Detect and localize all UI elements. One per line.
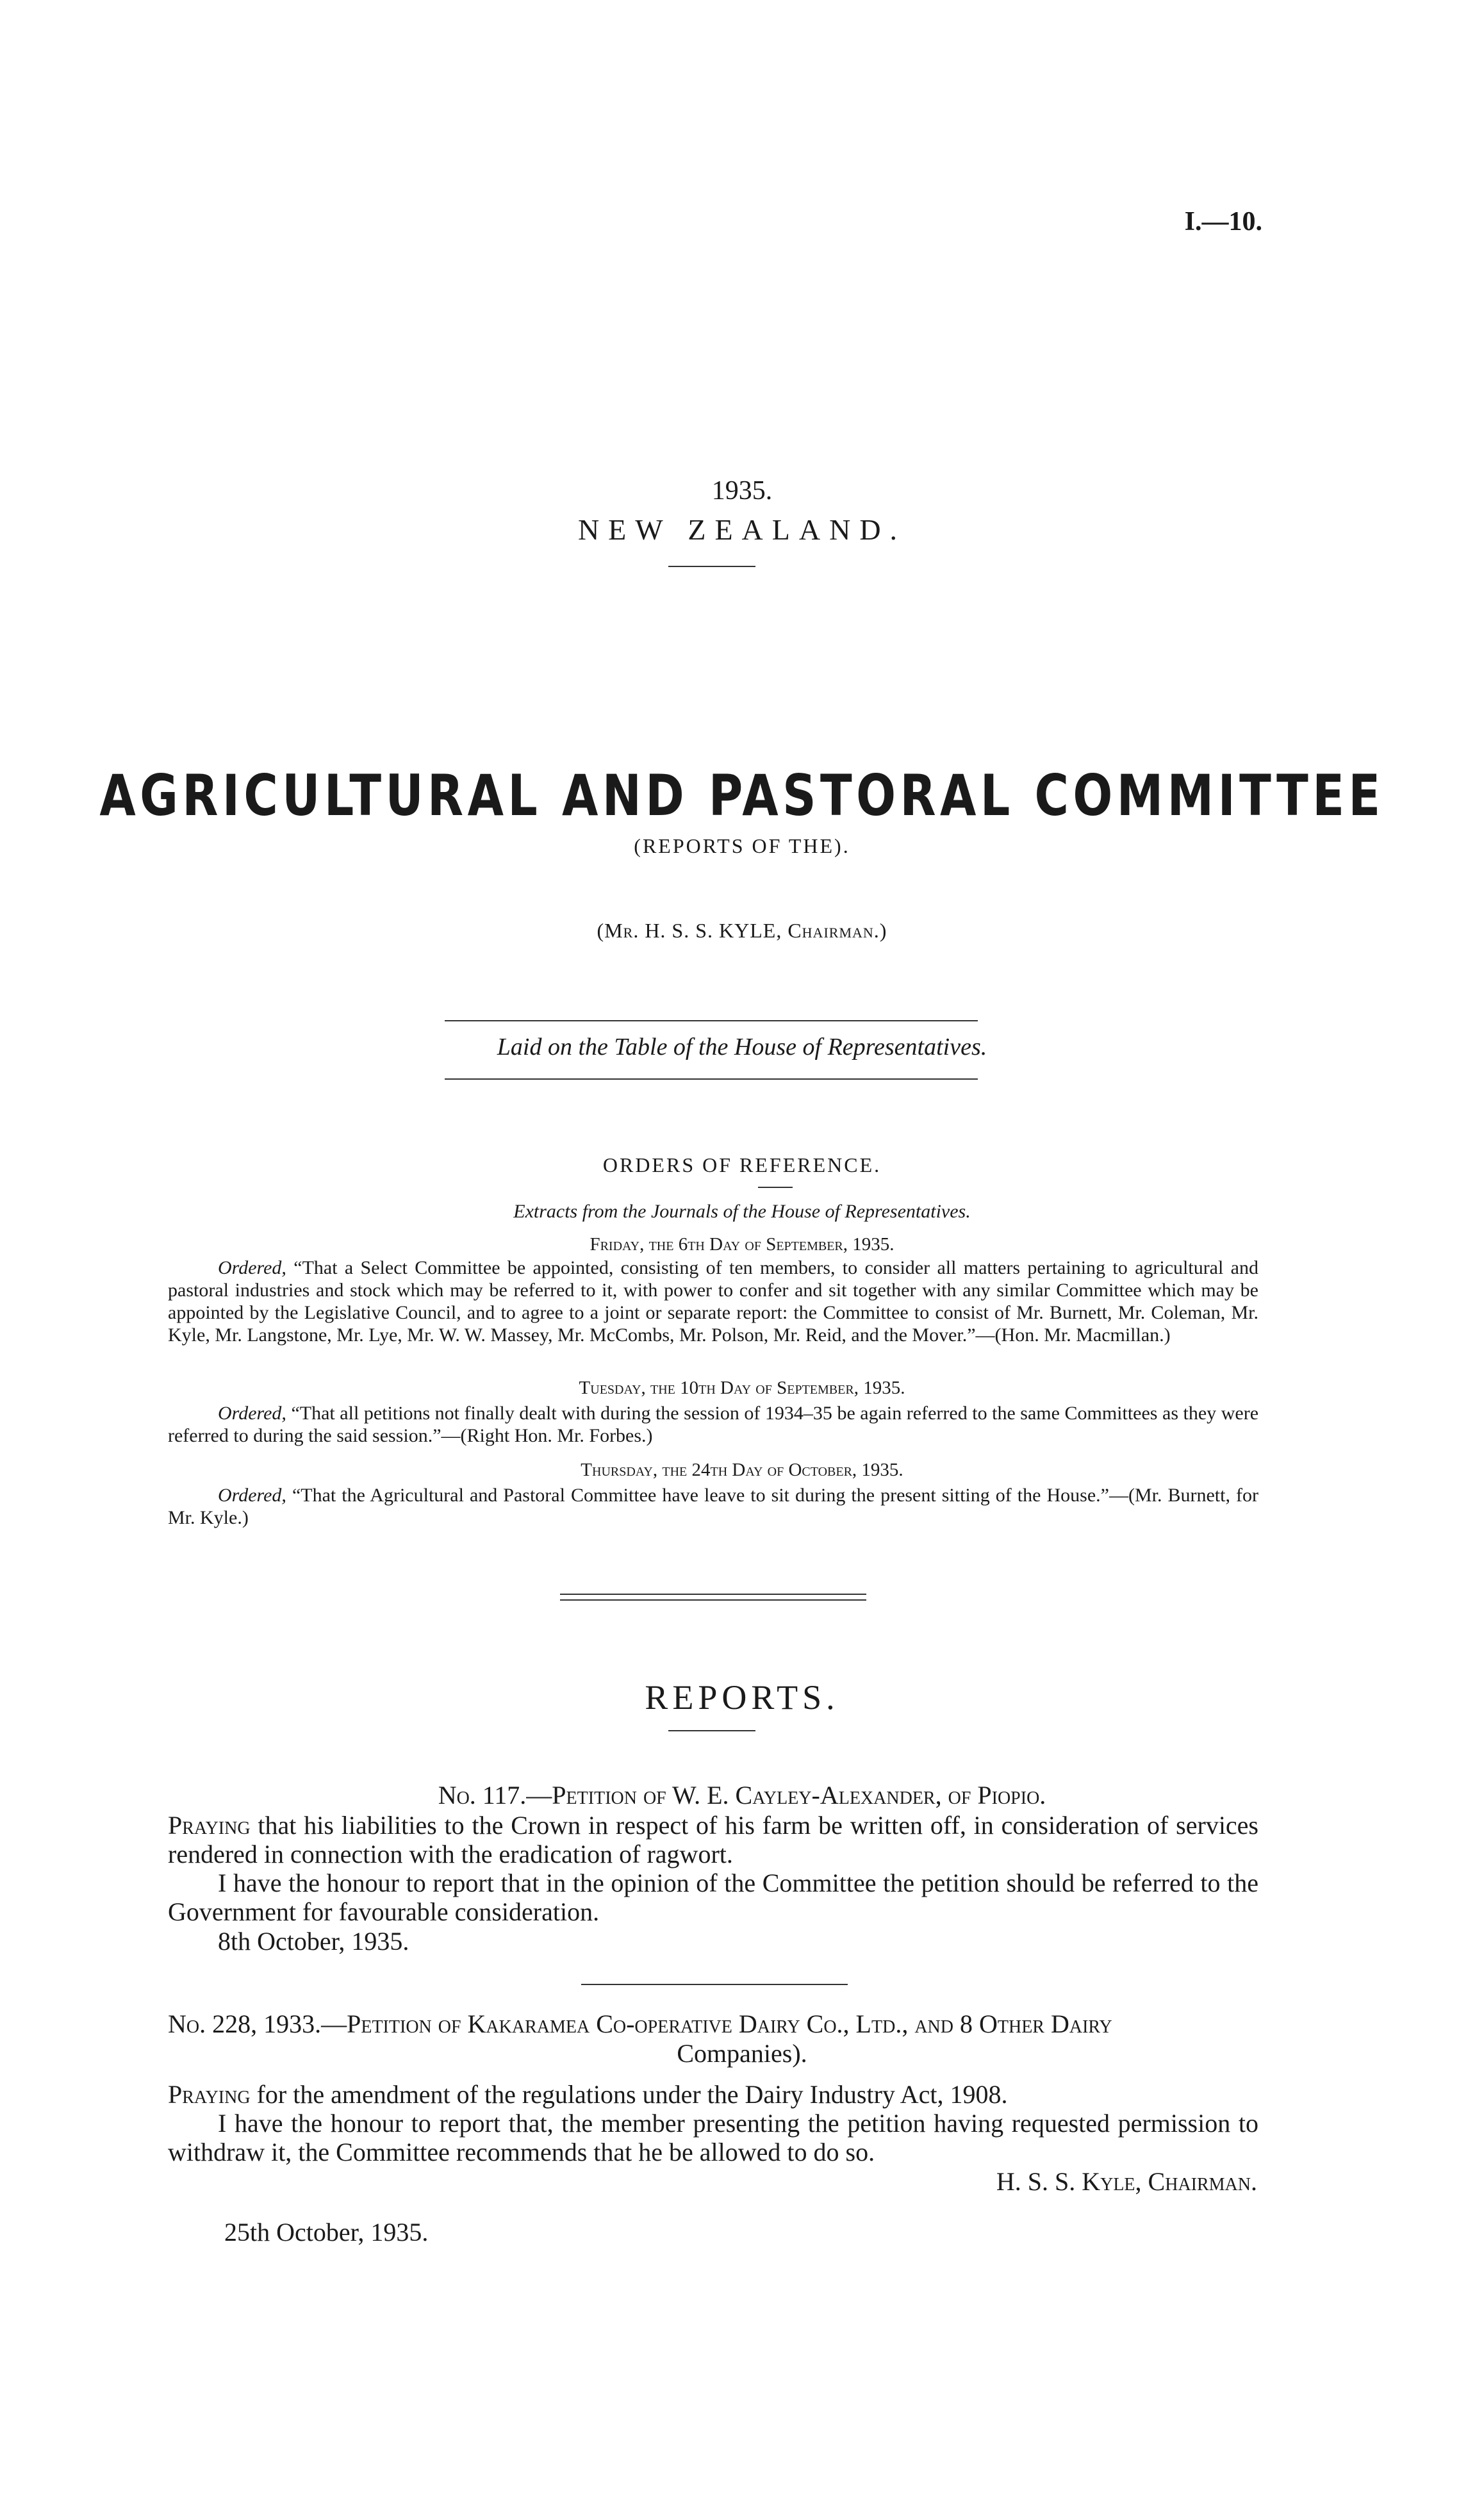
ordered-label: Ordered,: [218, 1403, 286, 1424]
order-date-text: Thursday, the 24th Day of October, 1935.: [581, 1460, 903, 1480]
divider: [668, 1730, 755, 1731]
order-text: “That the Agricultural and Pastoral Committee have leave to sit during the present sitting of the House.”—(Mr. Burnett, for Mr. Kyle.): [168, 1485, 1258, 1528]
order-text: “That all petitions not finally dealt with during the session of 1934–35 be again referred to the same Committees as they were referred to during the said session.”—(Right Hon. Mr. Forbes.): [168, 1403, 1259, 1446]
ordered-label: Ordered,: [218, 1485, 286, 1506]
double-divider-top: [560, 1594, 866, 1595]
document-number: I.—10.: [1184, 207, 1262, 236]
country-title: NEW ZEALAND.: [577, 513, 907, 546]
report-paragraph: I have the honour to report that, the member presenting the petition having requested permission to withdraw it, the Committee recommends that he be allowed to do so.: [168, 2109, 1258, 2166]
petition-title: [168, 2009, 1258, 2038]
order-paragraph: [168, 1484, 1258, 1529]
laid-line: Laid on the Table of the House of Representatives.: [497, 1034, 987, 1060]
praying-word: Praying: [168, 2080, 251, 2109]
extracts-line: Extracts from the Journals of the House of Representatives.: [513, 1201, 971, 1222]
divider: [445, 1020, 978, 1021]
orders-heading: ORDERS OF REFERENCE.: [602, 1153, 882, 1176]
order-date-text: Friday, the 6th Day of September, 1935.: [589, 1234, 895, 1255]
praying-text: that his liabilities to the Crown in respect of his farm be written off, in consideration of services rendered in connection with the eradication of ragwort.: [168, 1811, 1259, 1868]
report-paragraph: I have the honour to report that in the opinion of the Committee the petition should be referred to the Government for favourable consideration.: [168, 1868, 1258, 1926]
ordered-label: Ordered,: [218, 1257, 286, 1278]
order-paragraph: [168, 1402, 1258, 1447]
signature: [859, 2166, 1257, 2197]
subtitle: (REPORTS OF THE).: [634, 834, 850, 857]
double-divider-bottom: [560, 1599, 866, 1601]
chairman-text: (Mr. H. S. S. KYLE, Chairman.): [597, 919, 887, 942]
praying-text: for the amendment of the regulations under the Dairy Industry Act, 1908.: [256, 2080, 1008, 2109]
divider: [581, 1984, 848, 1985]
order-date: [0, 1460, 1484, 1481]
chairman-line: [0, 919, 1484, 943]
report-date: 25th October, 1935.: [224, 2218, 429, 2247]
order-date-text: Tuesday, the 10th Day of September, 1935.: [579, 1378, 905, 1398]
praying-paragraph: [168, 1811, 1258, 1868]
year: 1935.: [711, 476, 773, 506]
divider: [445, 1078, 978, 1080]
petition-title-text: No. 117.—Petition of W. E. Cayley-Alexander, of Piopio.: [438, 1781, 1046, 1810]
divider: [668, 566, 755, 567]
petition-title: [0, 1780, 1484, 1810]
order-date: [0, 1378, 1484, 1399]
order-paragraph: [168, 1257, 1258, 1346]
order-text: “That a Select Committee be appointed, consisting of ten members, to consider all matters pertaining to agricultural and pastoral industries and stock which may be referred to it, with power to confer and sit together with any similar Committee which may be appointed by the Legislative Council, and to agree to a joint or separate report: the Committee to consist of Mr. Burnett, Mr. Coleman, Mr. Kyle, Mr. Langstone, Mr. Lye, Mr. W. W. Massey, Mr. McCombs, Mr. Polson, Mr. Reid, and the Mover.”—(Hon. Mr. Macmillan.): [168, 1257, 1258, 1346]
petition-title-text: No. 228, 1933.—Petition of Kakaramea Co-operative Dairy Co., Ltd., and 8 Other Dairy: [168, 2009, 1112, 2038]
praying-paragraph: [168, 2080, 1258, 2109]
main-title: AGRICULTURAL AND PASTORAL COMMITTEE: [99, 763, 1385, 829]
report-date: 8th October, 1935.: [218, 1927, 409, 1956]
order-date: [0, 1234, 1484, 1255]
signature-text: H. S. S. Kyle, Chairman.: [996, 2167, 1257, 2196]
petition-title-continued: Companies).: [677, 2039, 807, 2068]
praying-word: Praying: [168, 1811, 251, 1840]
reports-heading: REPORTS.: [645, 1678, 839, 1717]
divider: [758, 1187, 793, 1188]
